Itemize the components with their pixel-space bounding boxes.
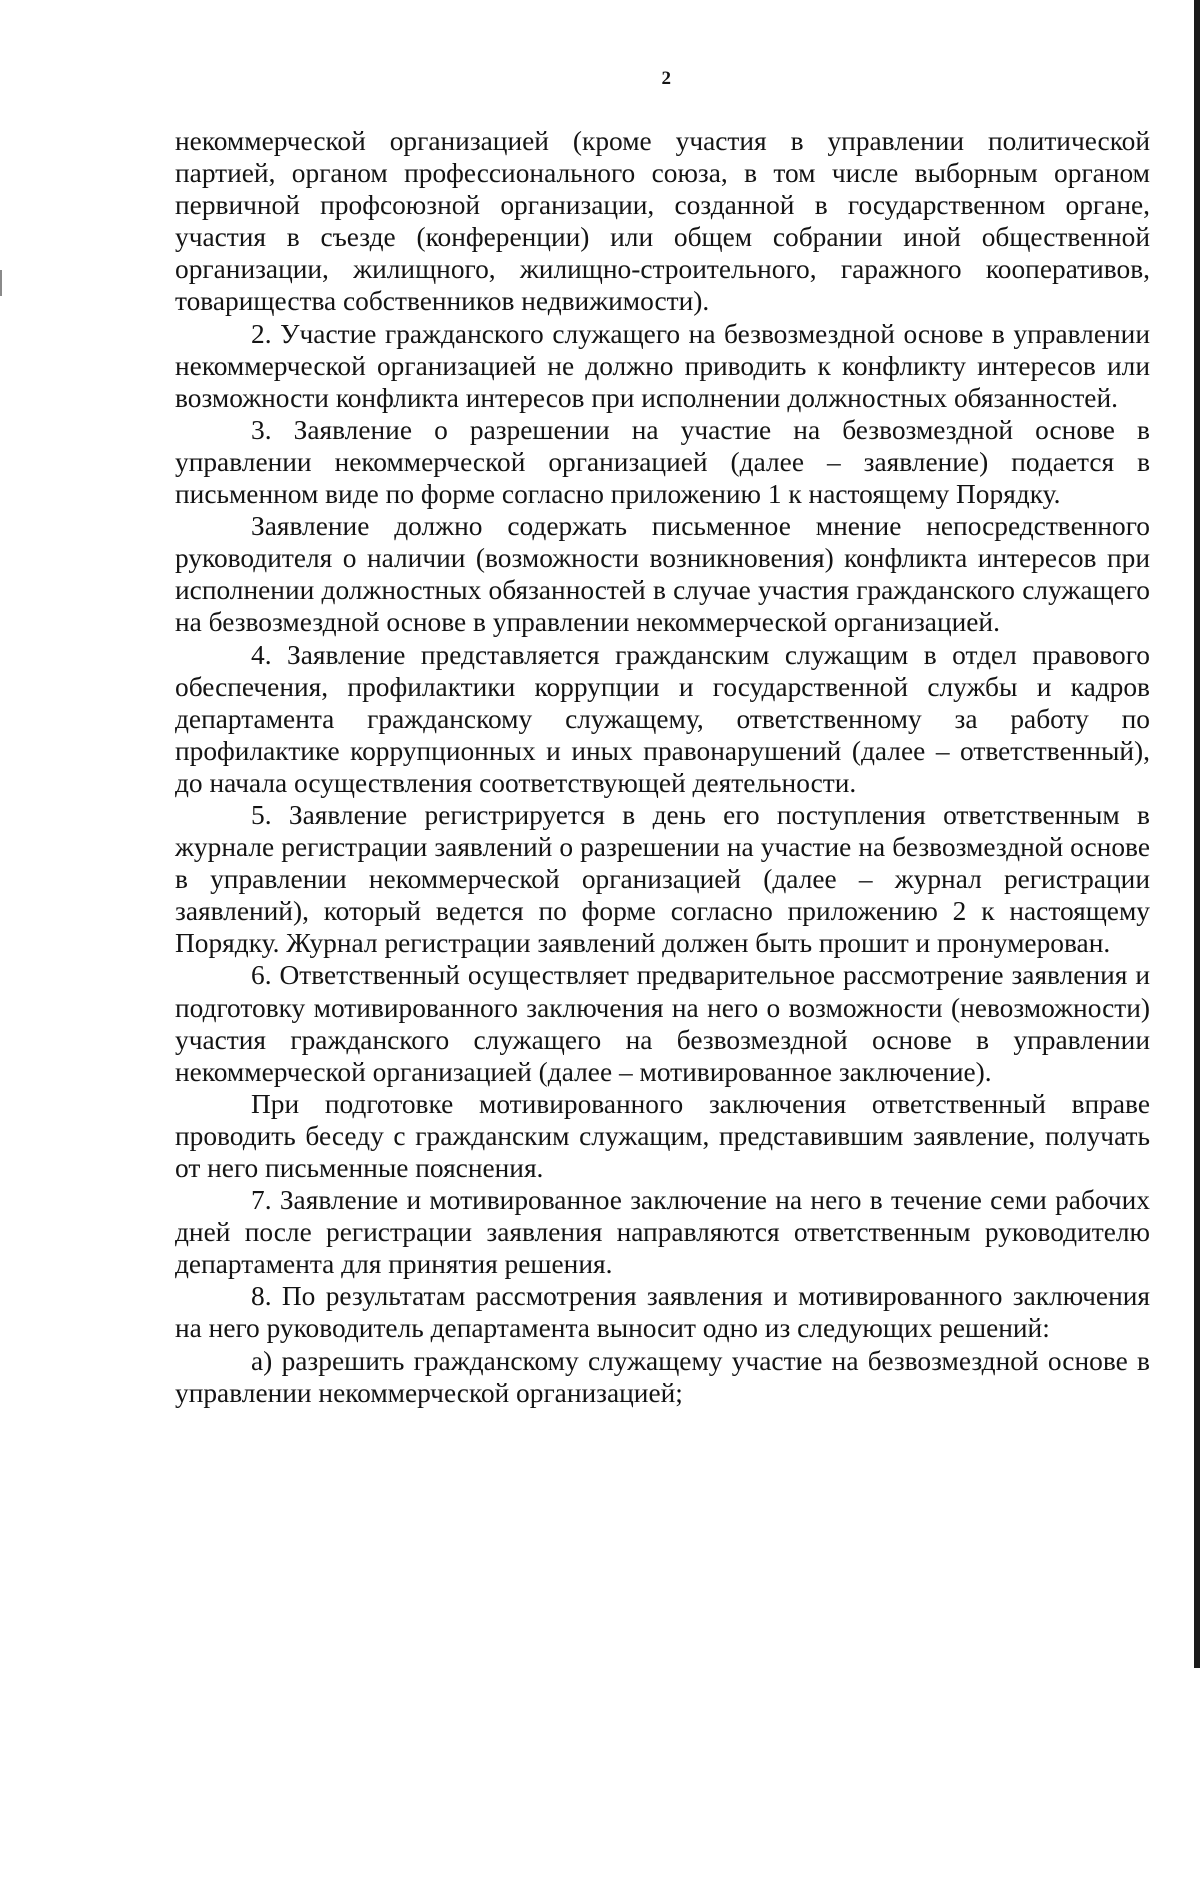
- scan-right-edge: [1194, 0, 1200, 1668]
- paragraph-item-8: 8. По результатам рассмотрения заявления и мотивированного заключения на него руководитель департамента выносит одно из следующих решений:: [175, 1281, 1150, 1344]
- paragraph-item-4: 4. Заявление представляется гражданским служащим в отдел правового обеспечения, профилактики коррупции и государственной службы и кадров департамента гражданскому служащему, ответственному за работу по профилактике коррупционных и иных правонарушений (далее – ответственный), до начала осуществления соответствующей деятельности.: [175, 639, 1150, 798]
- paragraph-item-8a: а) разрешить гражданскому служащему участие на безвозмездной основе в управлении некоммерческой организацией;: [175, 1345, 1150, 1408]
- paragraph-item-3: 3. Заявление о разрешении на участие на безвозмездной основе в управлении некоммерческой организацией (далее – заявление) подается в письменном виде по форме согласно приложению 1 к настоящему Порядку.: [175, 414, 1150, 510]
- document-body: [175, 125, 1150, 1409]
- paragraph-continuation: некоммерческой организацией (кроме участия в управлении политической партией, органом профессионального союза, в том числе выборным органом первичной профсоюзной организации, созданной в государственном органе, участия в съезде (конференции) или общем собрании иной общественной организации, жилищного, жилищно-строительного, гаражного кооперативов, товарищества собственников недвижимости).: [175, 126, 1150, 317]
- paragraph-item-2: 2. Участие гражданского служащего на безвозмездной основе в управлении некоммерческой организацией не должно приводить к конфликту интересов или возможности конфликта интересов при исполнении должностных обязанностей.: [175, 318, 1150, 413]
- page-number: 2: [661, 68, 672, 89]
- paragraph-item-5: 5. Заявление регистрируется в день его поступления ответственным в журнале регистрации заявлений о разрешении на участие на безвозмездной основе в управлении некоммерческой организацией (далее – журнал регистрации заявлений), который ведется по форме согласно приложению 2 к настоящему Порядку. Журнал регистрации заявлений должен быть прошит и пронумерован.: [175, 799, 1150, 959]
- paragraph-item-6-note: При подготовке мотивированного заключения ответственный вправе проводить беседу с гражданским служащим, представившим заявление, получать от него письменные пояснения.: [175, 1088, 1150, 1183]
- paragraph-item-3-note: Заявление должно содержать письменное мнение непосредственного руководителя о наличии (возможности возникновения) конфликта интересов при исполнении должностных обязанностей в случае участия гражданского служащего на безвозмездной основе в управлении некоммерческой организацией.: [175, 511, 1150, 638]
- paragraph-item-7: 7. Заявление и мотивированное заключение на него в течение семи рабочих дней после регистрации заявления направляются ответственным руководителю департамента для принятия решения.: [175, 1185, 1150, 1280]
- scan-edge-mark: [0, 270, 2, 296]
- paragraph-item-6: 6. Ответственный осуществляет предварительное рассмотрение заявления и подготовку мотивированного заключения на него о возможности (невозможности) участия гражданского служащего на безвозмездной основе в управлении некоммерческой организацией (далее – мотивированное заключение).: [175, 960, 1150, 1087]
